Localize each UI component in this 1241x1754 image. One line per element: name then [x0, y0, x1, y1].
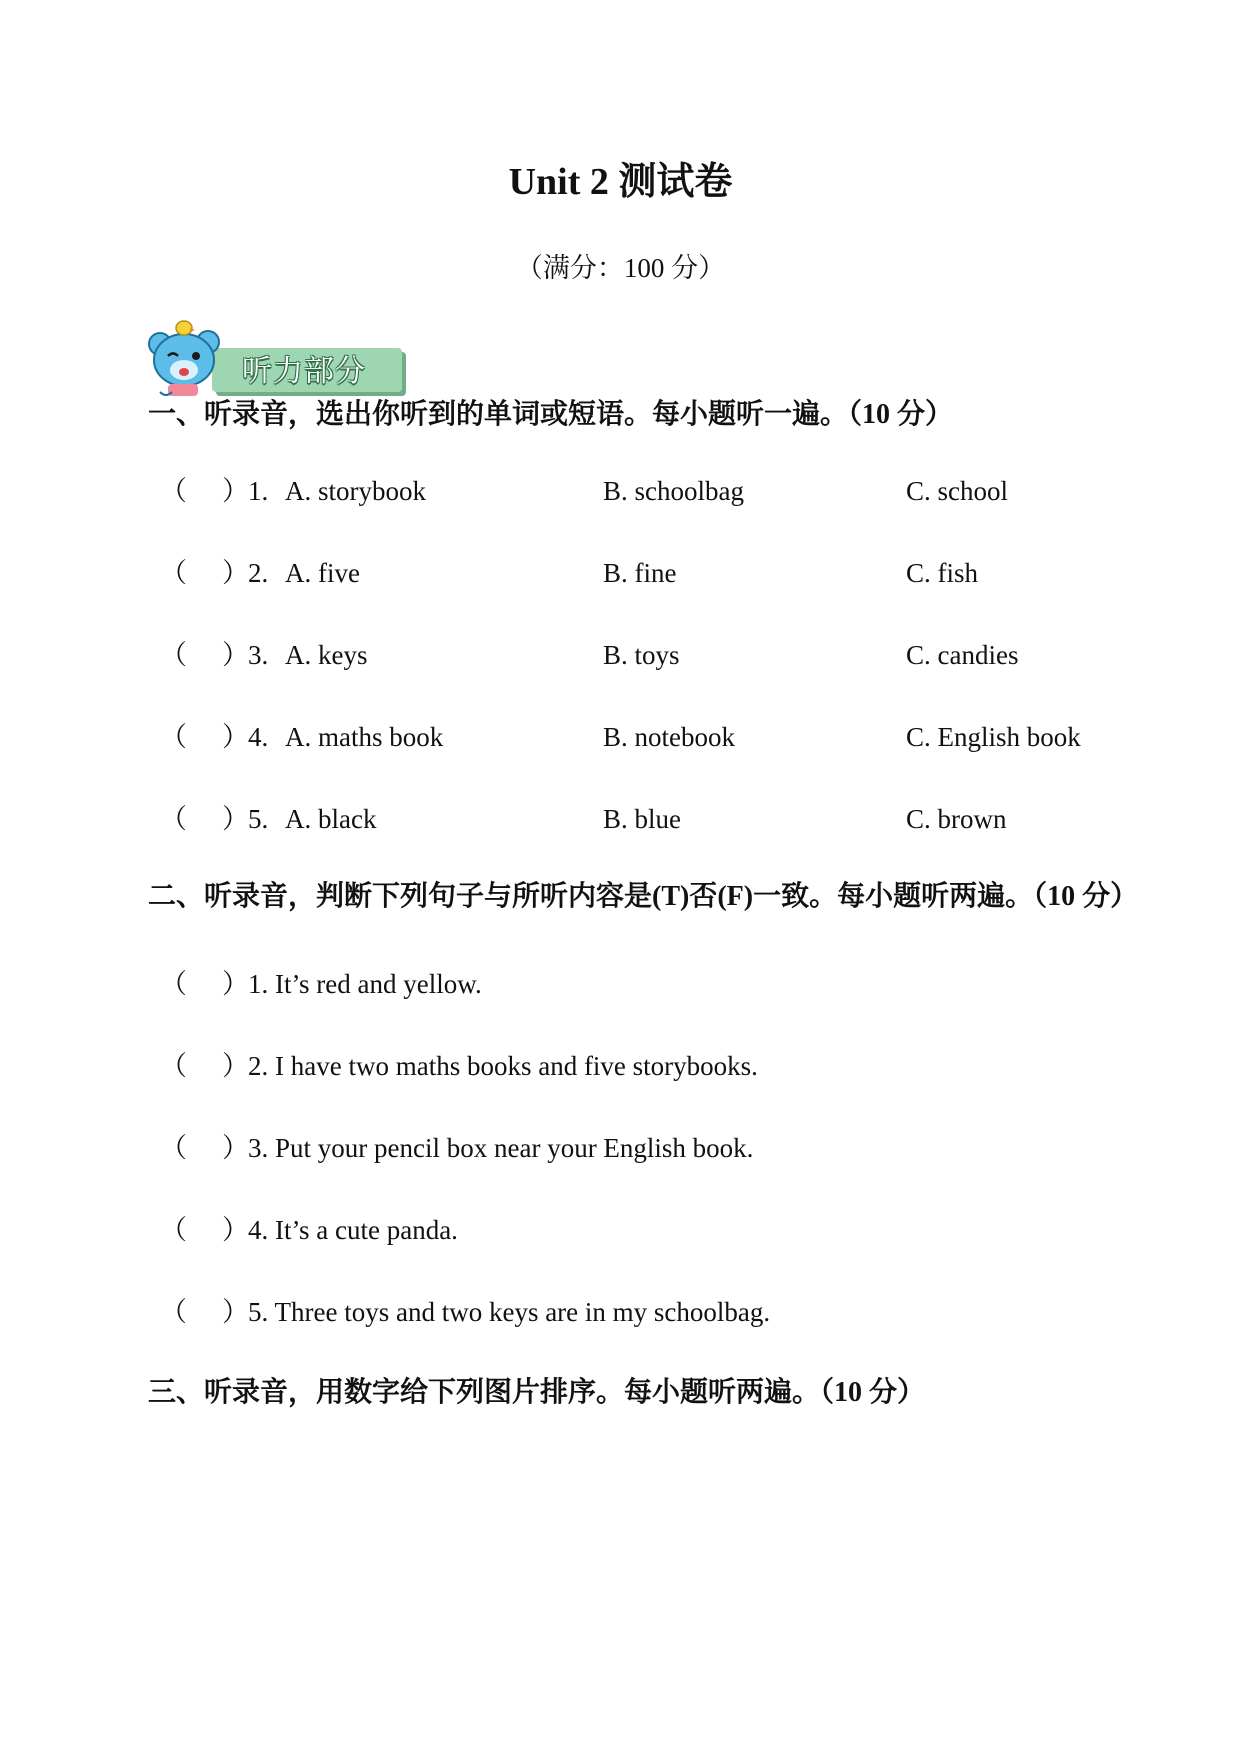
option-c: C. candies: [906, 640, 1019, 670]
option-a: A. five: [285, 558, 360, 588]
answer-paren-right: ）: [222, 1051, 249, 1081]
question-row-2: [160, 556, 1160, 590]
listening-banner: [146, 318, 416, 400]
answer-paren-left[interactable]: （: [160, 558, 187, 588]
option-c: C. English book: [906, 722, 1081, 752]
option-b: B. notebook: [603, 722, 735, 752]
answer-paren-left[interactable]: （: [160, 476, 187, 506]
answer-paren-left[interactable]: （: [160, 804, 187, 834]
answer-paren-left[interactable]: （: [160, 1051, 187, 1081]
answer-paren-left[interactable]: （: [160, 640, 187, 670]
answer-paren-left[interactable]: （: [160, 969, 187, 999]
score-note: （满分：100 分）: [515, 253, 726, 283]
statement-text: 1. It’s red and yellow.: [248, 969, 482, 999]
question-number: 4.: [248, 722, 269, 752]
question-number: 1.: [248, 476, 269, 506]
statement-row-1: [160, 967, 1160, 1001]
answer-paren-right: ）: [222, 804, 249, 834]
option-c: C. brown: [906, 804, 1007, 834]
statement-text: 3. Put your pencil box near your English book.: [248, 1133, 754, 1163]
answer-paren-left[interactable]: （: [160, 1215, 187, 1245]
option-b: B. toys: [603, 640, 680, 670]
answer-paren-right: ）: [222, 640, 249, 670]
statement-row-3: [160, 1131, 1160, 1165]
section-1-heading: 一、听录音，选出你听到的单词或短语。每小题听一遍。（10 分）: [148, 399, 954, 430]
statement-row-4: [160, 1213, 1160, 1247]
statement-text: 5. Three toys and two keys are in my schoolbag.: [248, 1297, 771, 1327]
option-a: A. black: [285, 804, 377, 834]
statement-text: 4. It’s a cute panda.: [248, 1215, 458, 1245]
answer-paren-right: ）: [222, 558, 249, 588]
question-number: 2.: [248, 558, 269, 588]
question-row-1: [160, 474, 1160, 508]
answer-paren-right: ）: [222, 1133, 249, 1163]
question-number: 3.: [248, 640, 269, 670]
section-2-heading: 二、听录音，判断下列句子与所听内容是(T)否(F)一致。每小题听两遍。（10 分）: [148, 881, 1139, 912]
option-b: B. blue: [603, 804, 681, 834]
section-3-heading: 三、听录音，用数字给下列图片排序。每小题听两遍。（10 分）: [148, 1377, 926, 1408]
answer-paren-left[interactable]: （: [160, 1297, 187, 1327]
statement-row-2: [160, 1049, 1160, 1083]
answer-paren-right: ）: [222, 722, 249, 752]
answer-paren-right: ）: [222, 969, 249, 999]
option-b: B. fine: [603, 558, 677, 588]
answer-paren-right: ）: [222, 1297, 249, 1327]
option-c: C. fish: [906, 558, 979, 588]
answer-paren-right: ）: [222, 476, 249, 506]
option-b: B. schoolbag: [603, 476, 744, 506]
bear-mascot-icon: [146, 318, 236, 400]
statement-text: 2. I have two maths books and five storybooks.: [248, 1051, 758, 1081]
option-a: A. storybook: [285, 476, 426, 506]
option-a: A. maths book: [285, 722, 444, 752]
question-row-4: [160, 720, 1160, 754]
page-title: Unit 2 测试卷: [508, 161, 733, 203]
option-a: A. keys: [285, 640, 368, 670]
option-c: C. school: [906, 476, 1009, 506]
question-row-3: [160, 638, 1160, 672]
question-row-5: [160, 802, 1160, 836]
answer-paren-right: ）: [222, 1215, 249, 1245]
question-number: 5.: [248, 804, 269, 834]
answer-paren-left[interactable]: （: [160, 722, 187, 752]
statement-row-5: [160, 1295, 1160, 1329]
answer-paren-left[interactable]: （: [160, 1133, 187, 1163]
banner-label: 听力部分: [242, 354, 366, 389]
